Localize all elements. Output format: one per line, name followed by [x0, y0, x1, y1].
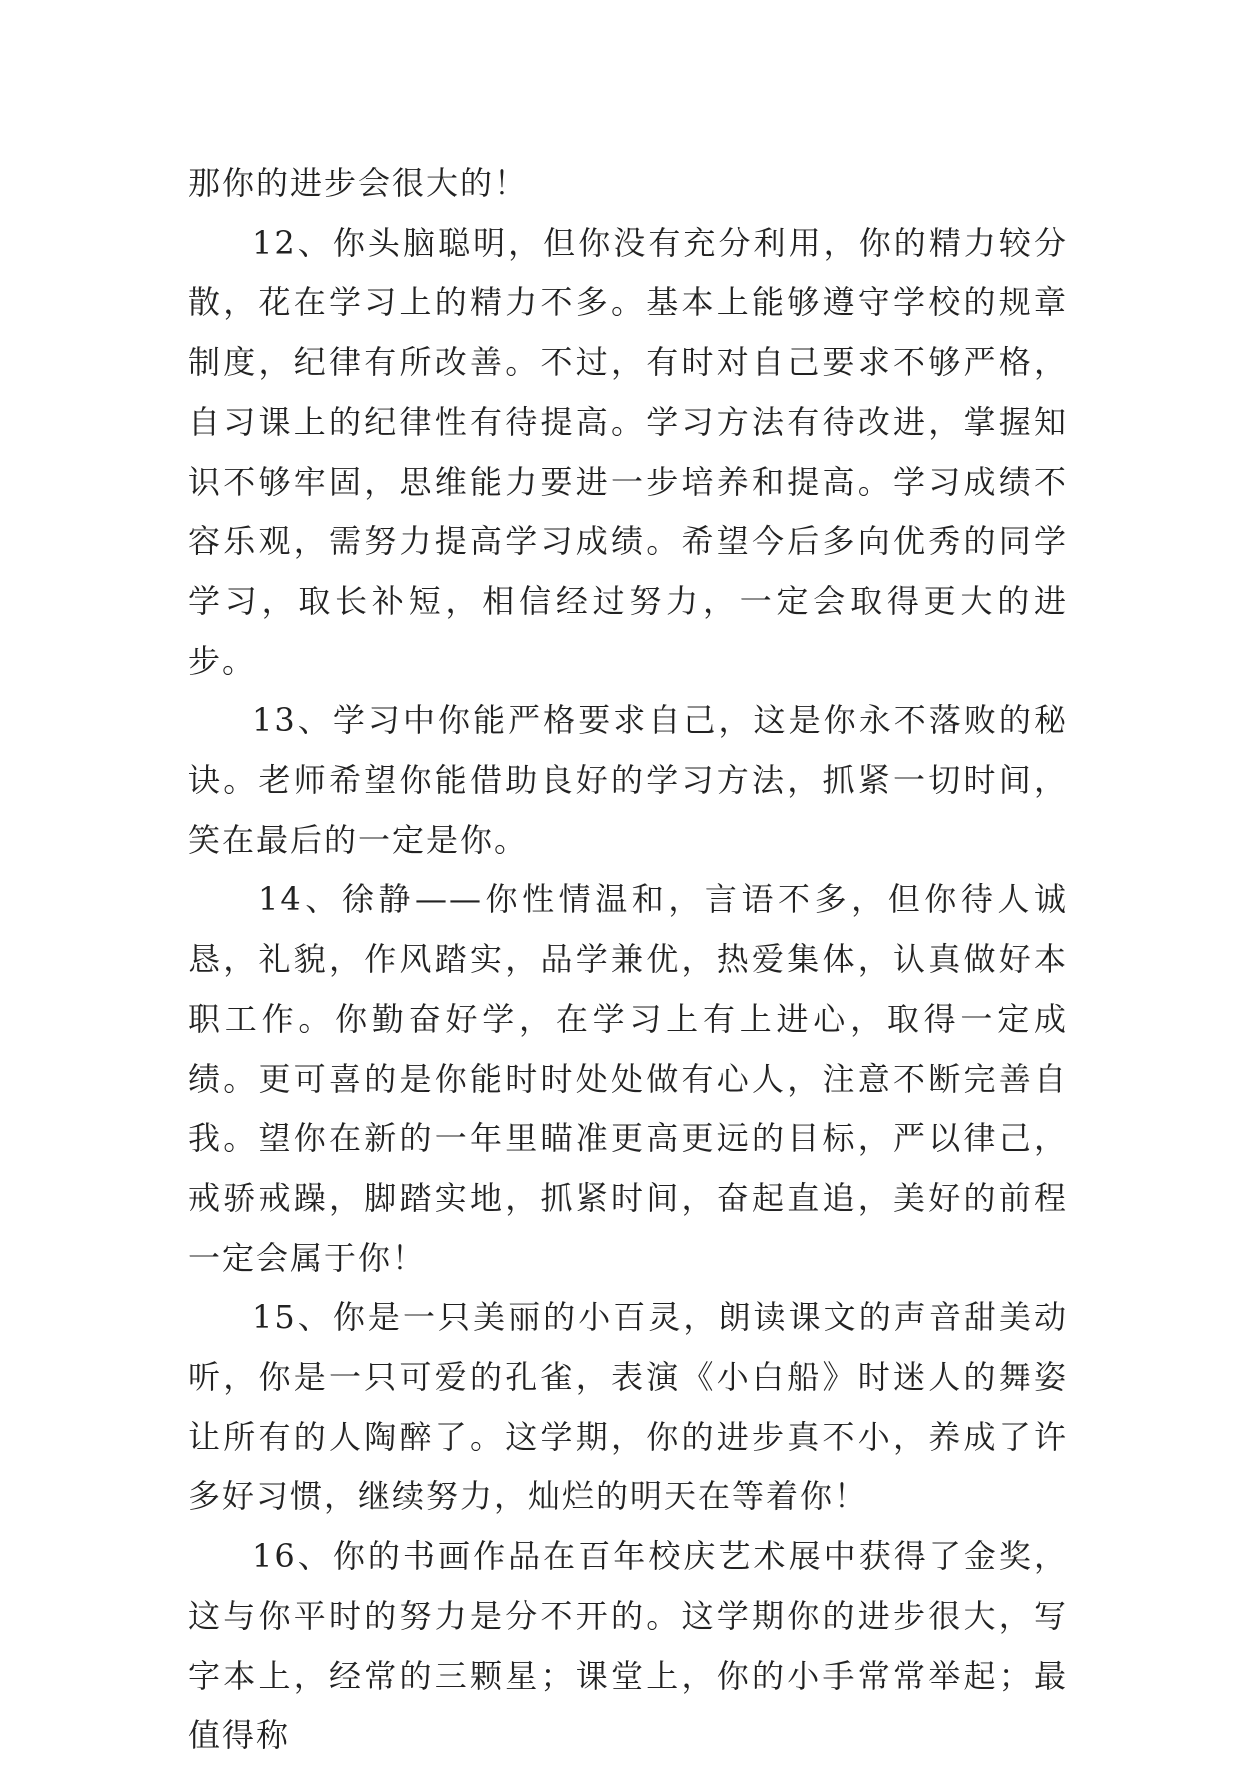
- paragraph-comment-15: 15、你是一只美丽的小百灵，朗读课文的声音甜美动听，你是一只可爱的孔雀，表演《小白船》时迷人的舞姿让所有的人陶醉了。这学期，你的进步真不小，养成了许多好习惯，继续努力，灿烂的明天在等着你！: [188, 1298, 1068, 1516]
- paragraph-comment-16: 16、你的书画作品在百年校庆艺术展中获得了金奖，这与你平时的努力是分不开的。这学期你的进步很大，写字本上，经常的三颗星；课堂上，你的小手常常举起；最值得称: [188, 1537, 1068, 1755]
- paragraph-comment-13: 13、学习中你能严格要求自己，这是你永不落败的秘诀。老师希望你能借助良好的学习方法，抓紧一切时间，笑在最后的一定是你。: [188, 701, 1068, 859]
- paragraph-comment-12: 12、你头脑聪明，但你没有充分利用，你的精力较分散，花在学习上的精力不多。基本上能够遵守学校的规章制度，纪律有所改善。不过，有时对自己要求不够严格，自习课上的纪律性有待提高。学习方法有待改进，掌握知识不够牢固，思维能力要进一步培养和提高。学习成绩不容乐观，需努力提高学习成绩。希望今后多向优秀的同学学习，取长补短，相信经过努力，一定会取得更大的进步。: [188, 223, 1068, 680]
- document-body: [188, 154, 1068, 1766]
- paragraph-continuation: 那你的进步会很大的！: [188, 164, 529, 202]
- paragraph-comment-14: 14、徐静——你性情温和，言语不多，但你待人诚恳，礼貌，作风踏实，品学兼优，热爱集体，认真做好本职工作。你勤奋好学，在学习上有上进心，取得一定成绩。更可喜的是你能时时处处做有心人，注意不断完善自我。望你在新的一年里瞄准更高更远的目标，严以律己，戒骄戒躁，脚踏实地，抓紧时间，奋起直追，美好的前程一定会属于你！: [188, 880, 1068, 1277]
